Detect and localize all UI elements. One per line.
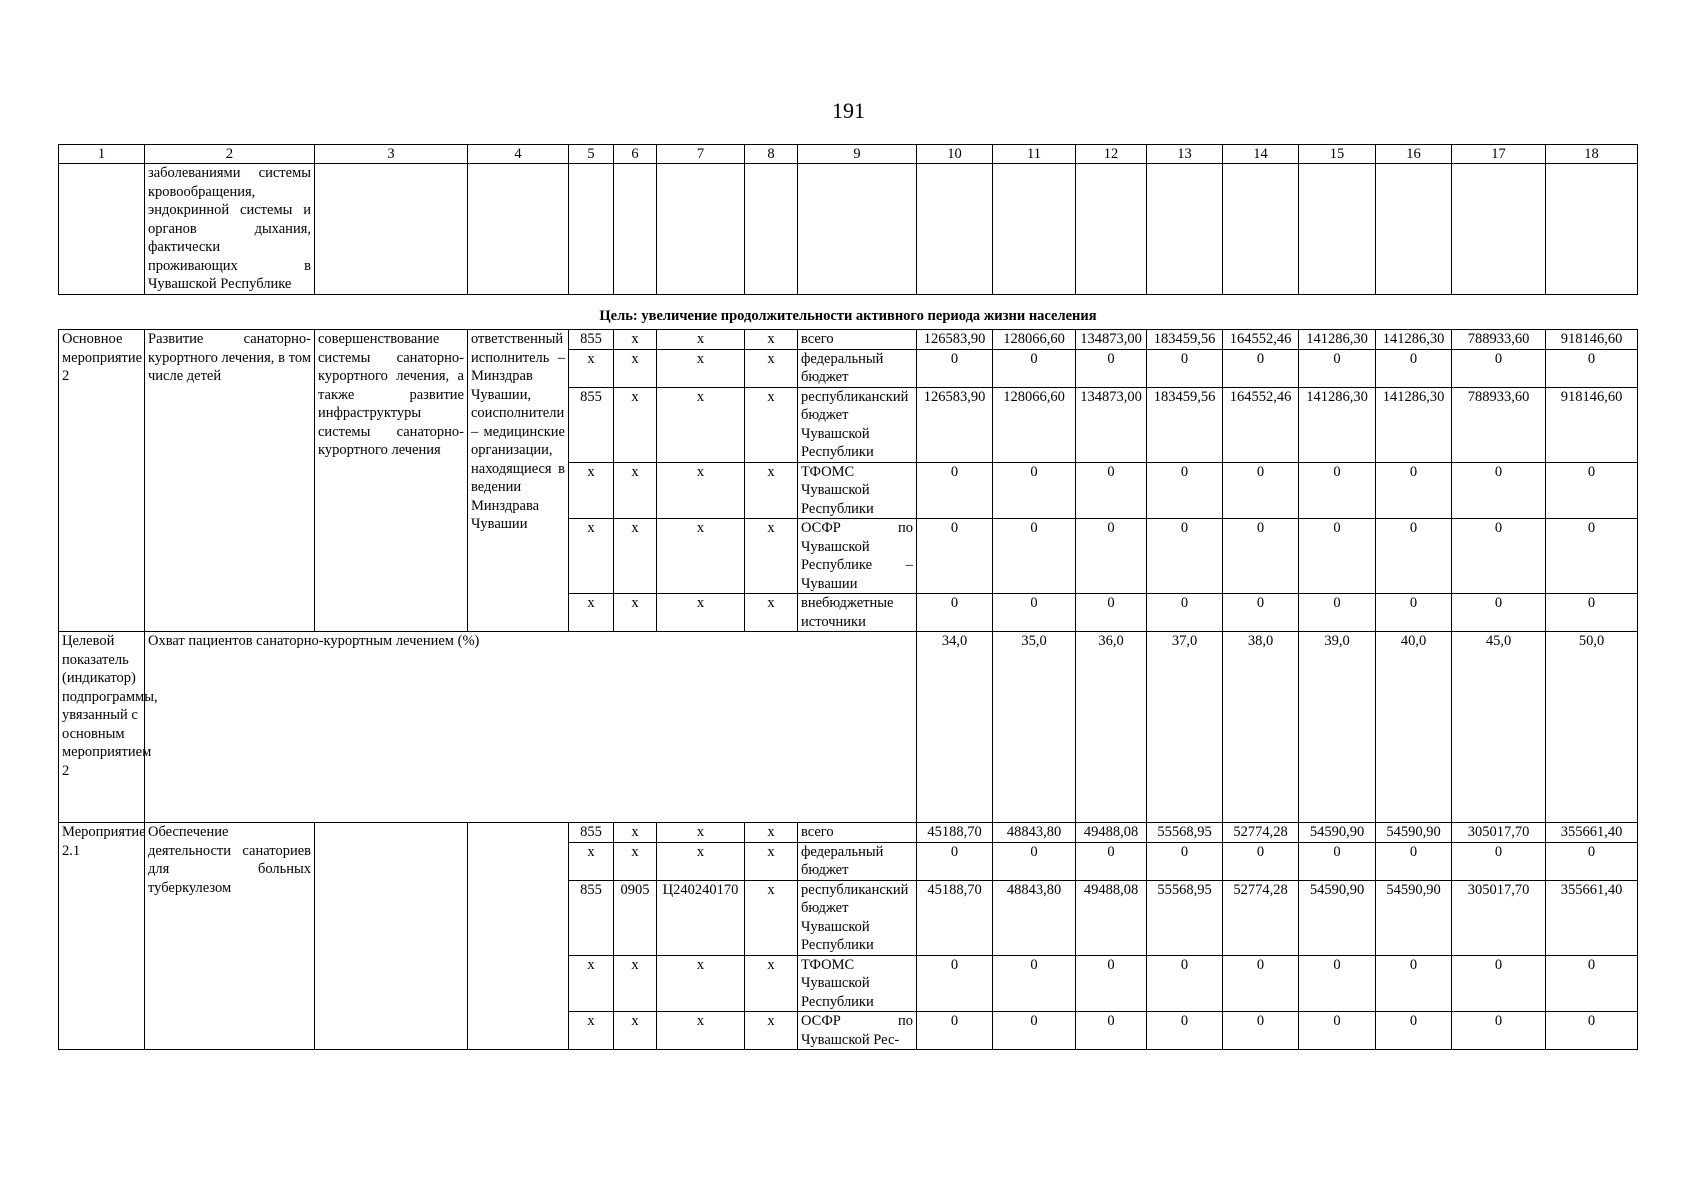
amount-cell: 141286,30 bbox=[1299, 387, 1376, 462]
section-code: x bbox=[614, 519, 657, 594]
funding-source: республиканский бюджет Чувашской Республики bbox=[798, 880, 917, 955]
indicator-value: 39,0 bbox=[1299, 632, 1376, 823]
amount-cell: 54590,90 bbox=[1299, 823, 1376, 843]
indicator-label: Целевой показатель (индикатор) подпрограммы, увязанный с основным мероприятием 2 bbox=[59, 632, 145, 823]
amount-cell: 54590,90 bbox=[1376, 880, 1452, 955]
grbs-code: x bbox=[569, 842, 614, 880]
section-code: x bbox=[614, 349, 657, 387]
amount-cell: 0 bbox=[1299, 1012, 1376, 1050]
indicator-value: 45,0 bbox=[1452, 632, 1546, 823]
section-code: x bbox=[614, 462, 657, 519]
amount-cell: 0 bbox=[1546, 519, 1638, 594]
table-row bbox=[59, 145, 1638, 164]
funding-source: республиканский бюджет Чувашской Республики bbox=[798, 387, 917, 462]
amount-cell: 0 bbox=[917, 955, 993, 1012]
table-cell bbox=[657, 164, 745, 295]
row-label: Мероприятие 2.1 bbox=[59, 823, 145, 1050]
amount-cell: 164552,46 bbox=[1223, 330, 1299, 350]
amount-cell: 0 bbox=[917, 349, 993, 387]
column-header: 6 bbox=[614, 145, 657, 164]
page-number: 191 bbox=[832, 98, 865, 123]
amount-cell: 0 bbox=[1076, 594, 1147, 632]
table-cell bbox=[917, 164, 993, 295]
program-table bbox=[58, 144, 1637, 1050]
amount-cell: 0 bbox=[993, 519, 1076, 594]
amount-cell: 0 bbox=[1452, 1012, 1546, 1050]
table-cell bbox=[1376, 164, 1452, 295]
funding-source: федеральный бюджет bbox=[798, 842, 917, 880]
amount-cell: 54590,90 bbox=[1299, 880, 1376, 955]
target-article-code: x bbox=[657, 594, 745, 632]
amount-cell: 0 bbox=[993, 1012, 1076, 1050]
amount-cell: 0 bbox=[993, 955, 1076, 1012]
amount-cell: 0 bbox=[1299, 349, 1376, 387]
amount-cell: 0 bbox=[1452, 519, 1546, 594]
indicator-name: Охват пациентов санаторно-курортным лечением (%) bbox=[145, 632, 917, 823]
grbs-code: x bbox=[569, 519, 614, 594]
expense-type-code: x bbox=[745, 594, 798, 632]
target-article-code: x bbox=[657, 955, 745, 1012]
section-code: x bbox=[614, 387, 657, 462]
amount-cell: 49488,08 bbox=[1076, 880, 1147, 955]
expense-type-code: x bbox=[745, 349, 798, 387]
amount-cell: 0 bbox=[1076, 519, 1147, 594]
amount-cell: 0 bbox=[1546, 594, 1638, 632]
amount-cell: 45188,70 bbox=[917, 880, 993, 955]
amount-cell: 0 bbox=[1076, 349, 1147, 387]
column-header: 16 bbox=[1376, 145, 1452, 164]
amount-cell: 0 bbox=[1076, 955, 1147, 1012]
indicator-value: 50,0 bbox=[1546, 632, 1638, 823]
target-article-code: x bbox=[657, 1012, 745, 1050]
amount-cell: 128066,60 bbox=[993, 387, 1076, 462]
table-cell bbox=[1299, 164, 1376, 295]
target-article-code: x bbox=[657, 842, 745, 880]
indicator-value: 36,0 bbox=[1076, 632, 1147, 823]
funding-source: ТФОМС Чувашской Республики bbox=[798, 462, 917, 519]
amount-cell: 0 bbox=[1076, 842, 1147, 880]
funding-source: внебюджетные источники bbox=[798, 594, 917, 632]
amount-cell: 0 bbox=[1223, 594, 1299, 632]
amount-cell: 0 bbox=[1546, 1012, 1638, 1050]
table-cell: заболеваниями системы кровообращения, эндокринной системы и органов дыхания, фактически проживающих в Чувашской Республике bbox=[145, 164, 315, 295]
column-header: 2 bbox=[145, 145, 315, 164]
amount-cell: 0 bbox=[917, 519, 993, 594]
funding-source: всего bbox=[798, 823, 917, 843]
funding-source: ОСФР по Чувашской Республике – Чувашии bbox=[798, 519, 917, 594]
column-header: 8 bbox=[745, 145, 798, 164]
amount-cell: 0 bbox=[1376, 955, 1452, 1012]
amount-cell: 55568,95 bbox=[1147, 823, 1223, 843]
target-article-code: x bbox=[657, 349, 745, 387]
column-header: 4 bbox=[468, 145, 569, 164]
amount-cell: 305017,70 bbox=[1452, 823, 1546, 843]
amount-cell: 0 bbox=[993, 842, 1076, 880]
column-header: 15 bbox=[1299, 145, 1376, 164]
expense-type-code: x bbox=[745, 1012, 798, 1050]
amount-cell: 0 bbox=[1147, 462, 1223, 519]
grbs-code: 855 bbox=[569, 387, 614, 462]
indicator-value: 37,0 bbox=[1147, 632, 1223, 823]
table-cell bbox=[315, 164, 468, 295]
measure-name: Обеспечение деятельности санаториев для больных туберкулезом bbox=[145, 823, 315, 1050]
funding-source: федеральный бюджет bbox=[798, 349, 917, 387]
goal-heading: Цель: увеличение продолжительности активного периода жизни населения bbox=[59, 294, 1638, 330]
section-code: x bbox=[614, 842, 657, 880]
amount-cell: 0 bbox=[993, 594, 1076, 632]
amount-cell: 0 bbox=[917, 1012, 993, 1050]
grbs-code: x bbox=[569, 955, 614, 1012]
amount-cell: 0 bbox=[917, 842, 993, 880]
expense-type-code: x bbox=[745, 955, 798, 1012]
amount-cell: 0 bbox=[1452, 594, 1546, 632]
amount-cell: 0 bbox=[1223, 1012, 1299, 1050]
amount-cell: 355661,40 bbox=[1546, 823, 1638, 843]
indicator-value: 40,0 bbox=[1376, 632, 1452, 823]
table-cell bbox=[315, 823, 468, 1050]
amount-cell: 0 bbox=[1223, 349, 1299, 387]
section-code: x bbox=[614, 955, 657, 1012]
grbs-code: x bbox=[569, 462, 614, 519]
amount-cell: 0 bbox=[1223, 519, 1299, 594]
expense-type-code: x bbox=[745, 823, 798, 843]
column-header: 1 bbox=[59, 145, 145, 164]
indicator-value: 34,0 bbox=[917, 632, 993, 823]
grbs-code: x bbox=[569, 1012, 614, 1050]
grbs-code: x bbox=[569, 349, 614, 387]
amount-cell: 183459,56 bbox=[1147, 330, 1223, 350]
table-cell bbox=[798, 164, 917, 295]
amount-cell: 128066,60 bbox=[993, 330, 1076, 350]
column-header: 17 bbox=[1452, 145, 1546, 164]
amount-cell: 0 bbox=[1376, 594, 1452, 632]
amount-cell: 0 bbox=[1147, 842, 1223, 880]
amount-cell: 0 bbox=[1452, 349, 1546, 387]
section-code: 0905 bbox=[614, 880, 657, 955]
column-header: 9 bbox=[798, 145, 917, 164]
amount-cell: 0 bbox=[993, 462, 1076, 519]
expense-type-code: x bbox=[745, 519, 798, 594]
column-header: 14 bbox=[1223, 145, 1299, 164]
table-cell bbox=[1452, 164, 1546, 295]
amount-cell: 0 bbox=[993, 349, 1076, 387]
table-row bbox=[59, 164, 1638, 295]
table-row bbox=[59, 294, 1638, 330]
amount-cell: 0 bbox=[1147, 1012, 1223, 1050]
table-cell bbox=[1076, 164, 1147, 295]
amount-cell: 0 bbox=[1076, 462, 1147, 519]
column-header: 7 bbox=[657, 145, 745, 164]
amount-cell: 49488,08 bbox=[1076, 823, 1147, 843]
table-cell bbox=[993, 164, 1076, 295]
grbs-code: 855 bbox=[569, 880, 614, 955]
table-row bbox=[59, 330, 1638, 350]
amount-cell: 0 bbox=[1299, 955, 1376, 1012]
grbs-code: 855 bbox=[569, 823, 614, 843]
amount-cell: 48843,80 bbox=[993, 880, 1076, 955]
amount-cell: 0 bbox=[1299, 594, 1376, 632]
amount-cell: 0 bbox=[1376, 519, 1452, 594]
expense-type-code: x bbox=[745, 387, 798, 462]
amount-cell: 141286,30 bbox=[1299, 330, 1376, 350]
funding-source: ОСФР по Чувашской Рес- bbox=[798, 1012, 917, 1050]
amount-cell: 54590,90 bbox=[1376, 823, 1452, 843]
amount-cell: 788933,60 bbox=[1452, 330, 1546, 350]
amount-cell: 141286,30 bbox=[1376, 387, 1452, 462]
amount-cell: 0 bbox=[1376, 842, 1452, 880]
section-code: x bbox=[614, 823, 657, 843]
amount-cell: 0 bbox=[1299, 519, 1376, 594]
column-header: 11 bbox=[993, 145, 1076, 164]
section-code: x bbox=[614, 330, 657, 350]
amount-cell: 0 bbox=[1147, 349, 1223, 387]
amount-cell: 918146,60 bbox=[1546, 387, 1638, 462]
amount-cell: 0 bbox=[1376, 462, 1452, 519]
target-article-code: x bbox=[657, 823, 745, 843]
indicator-value: 35,0 bbox=[993, 632, 1076, 823]
target-article-code: x bbox=[657, 519, 745, 594]
table-cell bbox=[1546, 164, 1638, 295]
amount-cell: 0 bbox=[1546, 842, 1638, 880]
expense-type-code: x bbox=[745, 880, 798, 955]
amount-cell: 45188,70 bbox=[917, 823, 993, 843]
amount-cell: 52774,28 bbox=[1223, 823, 1299, 843]
table-cell bbox=[468, 164, 569, 295]
measure-description: совершенствование системы санаторно-курортного лечения, а также развитие инфраструктуры системы санаторно-курортного лечения bbox=[315, 330, 468, 632]
table-row bbox=[59, 823, 1638, 843]
amount-cell: 0 bbox=[1452, 955, 1546, 1012]
amount-cell: 305017,70 bbox=[1452, 880, 1546, 955]
amount-cell: 0 bbox=[1376, 1012, 1452, 1050]
column-header: 5 bbox=[569, 145, 614, 164]
table-row bbox=[59, 632, 1638, 823]
column-header: 3 bbox=[315, 145, 468, 164]
amount-cell: 0 bbox=[1076, 1012, 1147, 1050]
column-header: 12 bbox=[1076, 145, 1147, 164]
amount-cell: 0 bbox=[1546, 462, 1638, 519]
section-code: x bbox=[614, 1012, 657, 1050]
amount-cell: 164552,46 bbox=[1223, 387, 1299, 462]
amount-cell: 0 bbox=[1452, 462, 1546, 519]
table-cell bbox=[614, 164, 657, 295]
expense-type-code: x bbox=[745, 462, 798, 519]
amount-cell: 0 bbox=[917, 594, 993, 632]
section-code: x bbox=[614, 594, 657, 632]
amount-cell: 0 bbox=[917, 462, 993, 519]
amount-cell: 0 bbox=[1299, 462, 1376, 519]
amount-cell: 55568,95 bbox=[1147, 880, 1223, 955]
amount-cell: 134873,00 bbox=[1076, 330, 1147, 350]
grbs-code: x bbox=[569, 594, 614, 632]
table-cell bbox=[1147, 164, 1223, 295]
row-label: Основное мероприятие 2 bbox=[59, 330, 145, 632]
table-cell bbox=[745, 164, 798, 295]
table-cell bbox=[59, 164, 145, 295]
amount-cell: 0 bbox=[1452, 842, 1546, 880]
amount-cell: 134873,00 bbox=[1076, 387, 1147, 462]
table-cell bbox=[569, 164, 614, 295]
funding-source: всего bbox=[798, 330, 917, 350]
column-header: 10 bbox=[917, 145, 993, 164]
amount-cell: 918146,60 bbox=[1546, 330, 1638, 350]
expense-type-code: x bbox=[745, 330, 798, 350]
amount-cell: 0 bbox=[1299, 842, 1376, 880]
amount-cell: 0 bbox=[1223, 955, 1299, 1012]
amount-cell: 141286,30 bbox=[1376, 330, 1452, 350]
amount-cell: 126583,90 bbox=[917, 330, 993, 350]
amount-cell: 0 bbox=[1223, 842, 1299, 880]
amount-cell: 0 bbox=[1376, 349, 1452, 387]
responsible-executor: ответственный исполнитель – Минздрав Чувашии, соисполнители – медицинские организации, находящиеся в ведении Минздрава Чувашии bbox=[468, 330, 569, 632]
target-article-code: x bbox=[657, 387, 745, 462]
indicator-value: 38,0 bbox=[1223, 632, 1299, 823]
column-header: 18 bbox=[1546, 145, 1638, 164]
amount-cell: 788933,60 bbox=[1452, 387, 1546, 462]
amount-cell: 0 bbox=[1147, 594, 1223, 632]
grbs-code: 855 bbox=[569, 330, 614, 350]
column-header: 13 bbox=[1147, 145, 1223, 164]
funding-source: ТФОМС Чувашской Республики bbox=[798, 955, 917, 1012]
table-cell bbox=[468, 823, 569, 1050]
amount-cell: 126583,90 bbox=[917, 387, 993, 462]
amount-cell: 48843,80 bbox=[993, 823, 1076, 843]
amount-cell: 0 bbox=[1223, 462, 1299, 519]
amount-cell: 183459,56 bbox=[1147, 387, 1223, 462]
table-cell bbox=[1223, 164, 1299, 295]
measure-name: Развитие санаторно-курортного лечения, в том числе детей bbox=[145, 330, 315, 632]
amount-cell: 0 bbox=[1147, 519, 1223, 594]
target-article-code: x bbox=[657, 462, 745, 519]
target-article-code: Ц240240170 bbox=[657, 880, 745, 955]
amount-cell: 0 bbox=[1147, 955, 1223, 1012]
amount-cell: 0 bbox=[1546, 349, 1638, 387]
amount-cell: 355661,40 bbox=[1546, 880, 1638, 955]
amount-cell: 52774,28 bbox=[1223, 880, 1299, 955]
target-article-code: x bbox=[657, 330, 745, 350]
expense-type-code: x bbox=[745, 842, 798, 880]
amount-cell: 0 bbox=[1546, 955, 1638, 1012]
